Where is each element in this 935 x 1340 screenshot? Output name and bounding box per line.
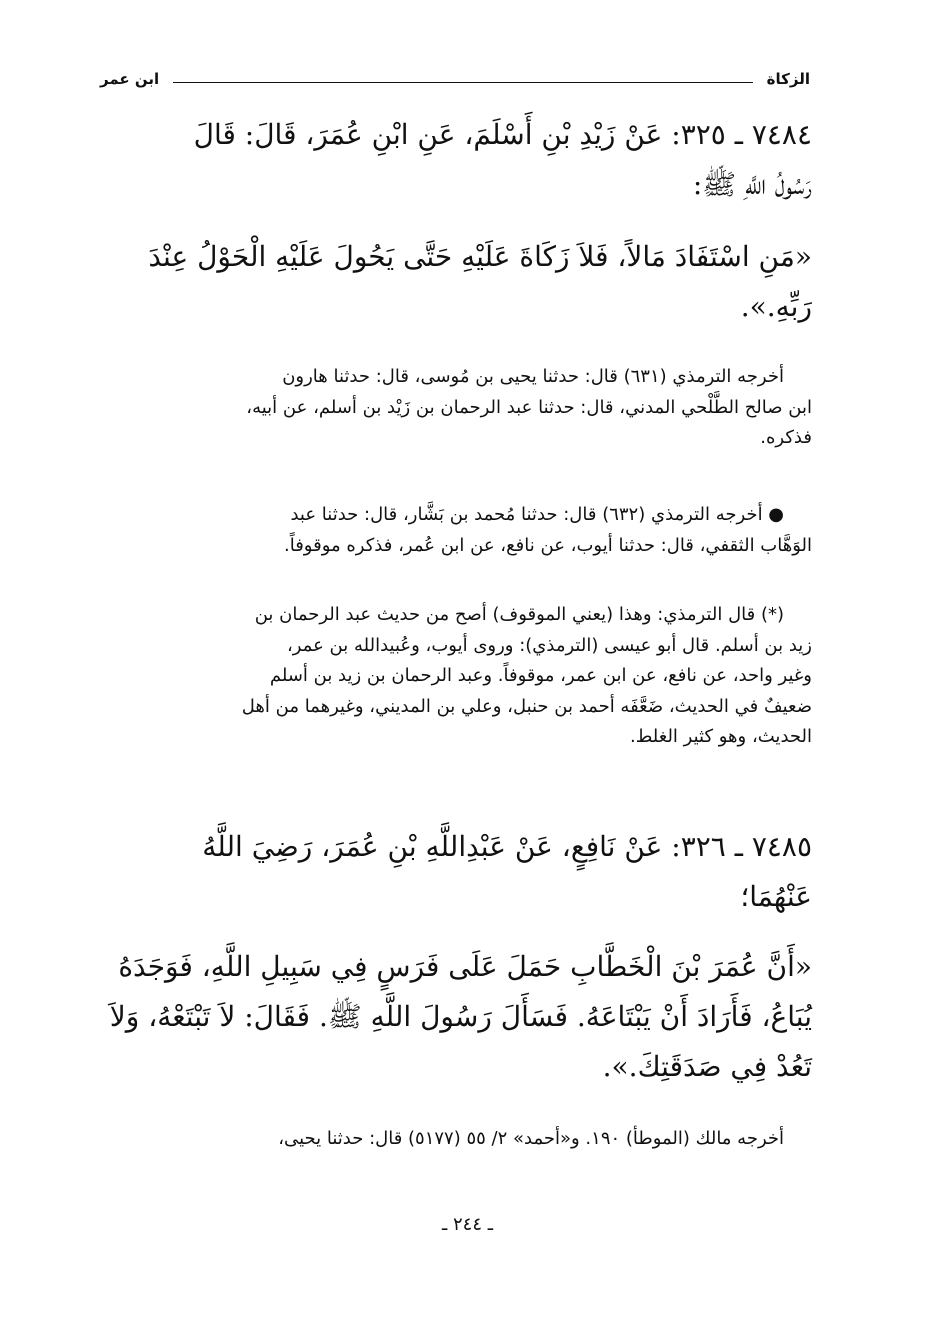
hadith-7484-isnad [100, 110, 812, 210]
takhrij-3-line-1: أخرجه مالك (الموطأ) ١٩٠. و«أحمد» ٢/ ٥٥ (٥١٧٧) قال: حدثنا يحيى، [278, 1128, 784, 1149]
takhrij-2-line-1: ● أخرجه الترمذي (٦٣٢) قال: حدثنا مُحمد بن بَشَّار، قال: حدثنا عبد [290, 504, 784, 525]
running-header [100, 64, 810, 94]
header-rule [173, 82, 753, 83]
header-section-title: الزكاة [766, 70, 810, 88]
takhrij-1-line-3: فذكره. [760, 427, 812, 448]
tirmidhi-note-line-2: زيد بن أسلم. قال أبو عيسى (الترمذي): وروى أيوب، وعُبيدالله بن عمر، [286, 634, 812, 656]
tirmidhi-note-line-1: (*) قال الترمذي: وهذا (يعني الموقوف) أصح من حديث عبد الرحمان بن [254, 604, 784, 625]
takhrij-2-line-2: الوَهَّاب الثقفي، قال: حدثنا أيوب، عن نافع، عن ابن عُمر، فذكره موقوفاً. [284, 534, 812, 556]
hadith-7485-line-2: عَنْهُمَا؛ [740, 880, 812, 913]
takhrij-1-line-2: ابن صالح الطَّلْحي المدني، قال: حدثنا عبد الرحمان بن زَيْد بن أسلم، عن أبيه، [246, 396, 812, 418]
tirmidhi-note-line-3: وغير واحد، عن نافع، عن ابن عمر، موقوفاً. وعبد الرحمان بن زيد بن أسلم [269, 665, 812, 686]
hadith-7485-matn-line-2: يُبَاعُ، فَأَرَادَ أَنْ يَبْتَاعَهُ. فَسَأَلَ رَسُولَ اللَّهِ ﷺ. فَقَالَ: لاَ تَبْتَعْهُ، وَلاَ [109, 1000, 812, 1033]
takhrij-1 [100, 362, 812, 454]
tirmidhi-note-line-5: الحديث، وهو كثير الغلط. [630, 726, 812, 747]
hadith-7485-isnad [100, 822, 812, 922]
tirmidhi-note-line-4: ضعيفٌ في الحديث، ضَعَّفَه أحمد بن حنبل، وعلي بن المديني، وغيرهما من أهل [241, 695, 812, 717]
hadith-7484-matn-line-1: «مَنِ اسْتَفَادَ مَالاً، فَلاَ زَكَاةَ عَلَيْهِ حَتَّى يَحُولَ عَلَيْهِ الْحَوْلُ عِنْدَ [148, 240, 812, 273]
hadith-7485-matn [100, 942, 812, 1092]
hadith-7484-matn [100, 232, 812, 332]
takhrij-1-line-1: أخرجه الترمذي (٦٣١) قال: حدثنا يحيى بن مُوسى، قال: حدثنا هارون [282, 366, 784, 387]
hadith-7484-matn-line-2: رَبِّهِ.». [740, 290, 812, 323]
hadith-7485-line-1: ٧٤٨٥ ـ ٣٢٦: عَنْ نَافِعٍ، عَنْ عَبْدِاللَّهِ بْنِ عُمَرَ، رَضِيَ اللَّهُ [202, 830, 812, 863]
hadith-7485-matn-line-3: تَعُدْ فِي صَدَقَتِكَ.». [602, 1050, 812, 1083]
tirmidhi-note [100, 600, 812, 753]
header-subject: ابن عمر [100, 70, 160, 88]
takhrij-2 [100, 500, 812, 561]
takhrij-3 [100, 1124, 812, 1155]
page-number: ـ ٢٤٤ ـ [441, 1214, 493, 1235]
hadith-7484-line-2: رَسُولُ اللَّهِ ﷺ: [692, 168, 812, 201]
hadith-7484-line-1: ٧٤٨٤ ـ ٣٢٥: عَنْ زَيْدِ بْنِ أَسْلَمَ، عَنِ ابْنِ عُمَرَ، قَالَ: قَالَ [193, 118, 812, 151]
hadith-7485-matn-line-1: «أَنَّ عُمَرَ بْنَ الْخَطَّابِ حَمَلَ عَلَى فَرَسٍ فِي سَبِيلِ اللَّهِ، فَوَجَدَهُ [118, 950, 812, 983]
